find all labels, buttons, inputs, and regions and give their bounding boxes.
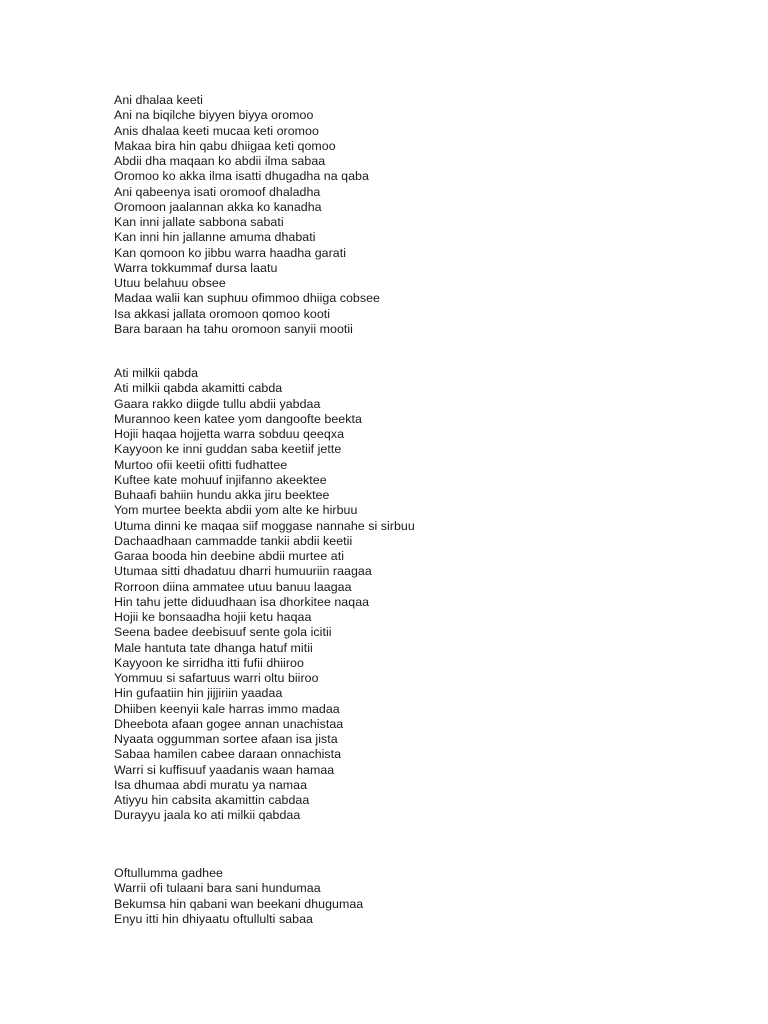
poem-line: Bara baraan ha tahu oromoon sanyii mootii [114, 321, 353, 336]
poem-title: Ani dhalaa keeti [114, 93, 203, 107]
poem-line: Ati milkii qabda akamitti cabda [114, 381, 283, 396]
poem-line: Dhiiben keenyii kale harras immo madaa [114, 701, 340, 716]
poem-line: Kuftee kate mohuuf injifanno akeektee [114, 472, 327, 487]
poem-line: Madaa walii kan suphuu ofimmoo dhiiga cobsee [114, 291, 381, 306]
poem-line: Garaa booda hin deebine abdii murtee ati [114, 549, 345, 563]
poem-line: Hin tahu jette diduudhaan isa dhorkitee naqaa [114, 594, 370, 609]
poem-line: Hin gufaatiin hin jijjiriin yaadaa [114, 686, 283, 701]
poem-line: Hojii haqaa hojjetta warra sobduu qeeqxa [114, 427, 345, 441]
poem-line: Anis dhalaa keeti mucaa keti oromoo [114, 123, 319, 138]
poem-line: Ani qabeenya isati oromoof dhaladha [114, 184, 321, 199]
poem-line: Oromoon jaalannan akka ko kanadha [114, 199, 322, 214]
poem-line: Isa dhumaa abdi muratu ya namaa [114, 777, 308, 792]
poem-line: Murannoo keen katee yom dangoofte beekta [114, 411, 362, 426]
poem-line: Gaara rakko diigde tullu abdii yabdaa [114, 396, 321, 411]
poem-line: Murtoo ofii keetii ofitti fudhattee [114, 457, 288, 472]
poem-line: Warra tokkummaf dursa laatu [114, 260, 278, 275]
poem-line: Kayyoon ke inni guddan saba keetiif jette [114, 442, 342, 457]
poem-line: Kayyoon ke sirridha itti fufii dhiiroo [114, 655, 304, 670]
poem-line: Male hantuta tate dhanga hatuf mitii [114, 640, 313, 655]
poem-line: Enyu itti hin dhiyaatu oftullulti sabaa [114, 911, 313, 926]
poem-line: Yom murtee beekta abdii yom alte ke hirbuu [114, 503, 358, 518]
poem-line: Atiyyu hin cabsita akamittin cabdaa [114, 793, 310, 807]
poem-line: Yommuu si safartuus warri oltu biiroo [114, 671, 319, 685]
poem-ati-milkii-qabda [114, 366, 415, 824]
poem-line: Bekumsa hin qabani wan beekani dhugumaa [114, 896, 364, 911]
poem-line: Kan inni jallate sabbona sabati [114, 215, 284, 229]
poem-line: Oromoo ko akka ilma isatti dhugadha na qaba [114, 169, 369, 184]
poem-line: Sabaa hamilen cabee daraan onnachista [114, 747, 342, 762]
poem-oftullumma-gadhee [114, 866, 363, 927]
poem-line: Utumaa sitti dhadatuu dharri humuuriin raagaa [114, 564, 372, 579]
poem-line: Kan qomoon ko jibbu warra haadha garati [114, 245, 347, 260]
poem-line: Kan inni hin jallanne amuma dhabati [114, 230, 316, 245]
poem-line: Hojii ke bonsaadha hojii ketu haqaa [114, 610, 312, 624]
poem-title: Oftullumma gadhee [114, 866, 223, 880]
poem-line: Utuma dinni ke maqaa siif moggase nannahe si sirbuu [114, 518, 415, 533]
poem-line: Dheebota afaan gogee annan unachistaa [114, 716, 344, 731]
poem-line: Seena badee deebisuuf sente gola icitii [114, 625, 332, 640]
poem-line: Makaa bira hin qabu dhiigaa keti qomoo [114, 138, 336, 153]
poem-line: Buhaafi bahiin hundu akka jiru beektee [114, 488, 330, 502]
poem-line: Isa akkasi jallata oromoon qomoo kooti [114, 306, 331, 321]
poem-ani-dhalaa-keeti [114, 93, 380, 337]
poem-line: Ani na biqilche biyyen biyya oromoo [114, 108, 314, 123]
poem-line: Rorroon diina ammatee utuu banuu laagaa [114, 579, 352, 594]
poem-line: Abdii dha maqaan ko abdii ilma sabaa [114, 154, 326, 168]
poem-line: Utuu belahuu obsee [114, 276, 226, 290]
poem-line: Dachaadhaan cammadde tankii abdii keetii [114, 533, 353, 548]
poem-line: Nyaata oggumman sortee afaan isa jista [114, 732, 338, 746]
poem-line: Warri si kuffisuuf yaadanis waan hamaa [114, 762, 335, 777]
poem-line: Warrii ofi tulaani bara sani hundumaa [114, 881, 321, 896]
poem-line: Durayyu jaala ko ati milkii qabdaa [114, 808, 301, 823]
poem-title: Ati milkii qabda [114, 366, 199, 380]
